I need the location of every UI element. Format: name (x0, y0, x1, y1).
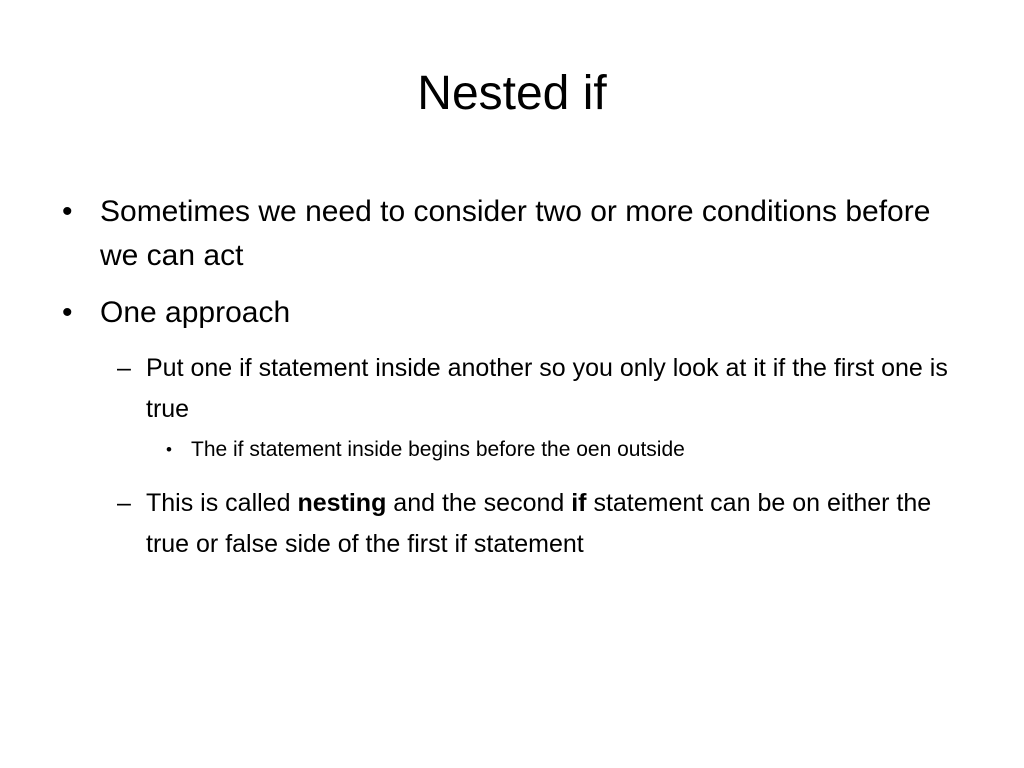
bullet-marker: • (166, 440, 172, 459)
sub-bullet-item (117, 483, 972, 565)
sub-sub-bullet-item (166, 435, 972, 465)
text-segment: This is called (146, 489, 298, 517)
bullet-list (62, 190, 972, 570)
dash-marker: – (117, 354, 131, 382)
text-segment: and the second (386, 489, 572, 517)
slide-title: Nested if (417, 67, 607, 120)
bullet-marker: • (62, 296, 73, 329)
bold-term-nesting: nesting (297, 489, 387, 517)
sub-bullet-text (146, 489, 931, 558)
bullet-text: Sometimes we need to consider two or more conditions before we can act (100, 195, 931, 272)
sub-bullet-item (117, 348, 972, 430)
sub-sub-bullet-text: The if statement inside begins before the oen outside (191, 438, 685, 461)
bullet-item (62, 190, 972, 278)
text-segment: statement can be on either the true or false side of the first if statement (146, 489, 932, 558)
dash-marker: – (117, 489, 131, 517)
bold-term-if: if (571, 489, 587, 517)
bullet-marker: • (62, 195, 73, 228)
bullet-item (62, 291, 972, 335)
sub-bullet-text: Put one if statement inside another so you only look at it if the first one is true (146, 354, 948, 423)
bullet-text: One approach (100, 296, 291, 329)
